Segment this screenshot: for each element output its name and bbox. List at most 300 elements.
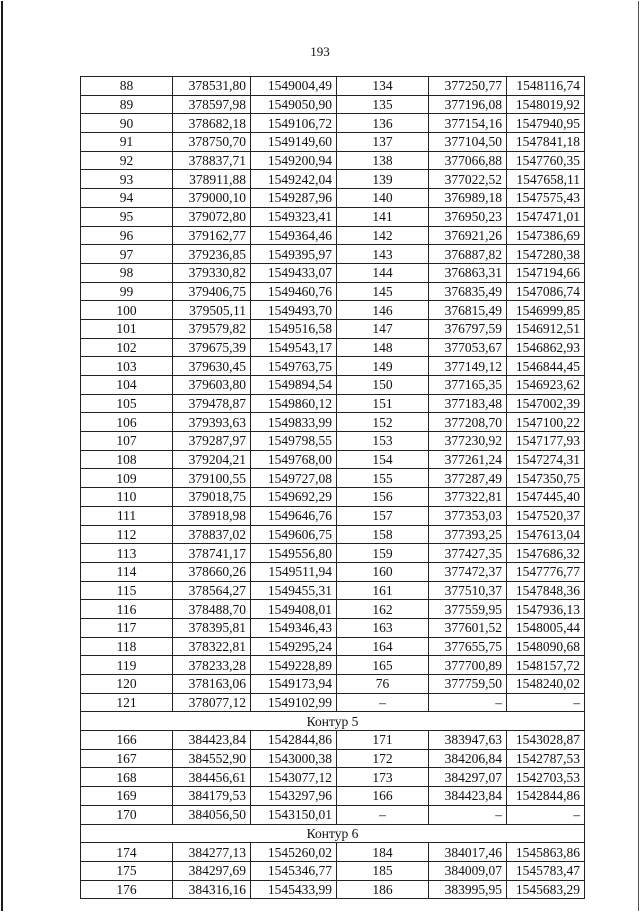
x-coordinate-cell: 384277,13: [173, 843, 251, 862]
table-row: [81, 263, 585, 282]
y-coordinate-cell: 1547940,95: [507, 114, 585, 133]
x-coordinate-cell: 377353,03: [429, 506, 507, 525]
y-coordinate-cell: 1549102,99: [251, 693, 337, 712]
table-row: [81, 843, 585, 862]
x-coordinate-cell: 378322,81: [173, 637, 251, 656]
coordinates-table: [80, 76, 585, 899]
point-number-cell: 169: [81, 787, 173, 806]
y-coordinate-cell: 1549050,90: [251, 95, 337, 114]
table-row: [81, 319, 585, 338]
y-coordinate-cell: 1549833,99: [251, 413, 337, 432]
point-number-cell: 112: [81, 525, 173, 544]
x-coordinate-cell: 378837,71: [173, 151, 251, 170]
y-coordinate-cell: 1546999,85: [507, 301, 585, 320]
y-coordinate-cell: 1548019,92: [507, 95, 585, 114]
table-row: [81, 693, 585, 712]
x-coordinate-cell: 383995,95: [429, 880, 507, 899]
y-coordinate-cell: 1547686,32: [507, 544, 585, 563]
x-coordinate-cell: 377700,89: [429, 656, 507, 675]
table-row: [81, 432, 585, 451]
y-coordinate-cell: 1549323,41: [251, 207, 337, 226]
y-coordinate-cell: 1549727,08: [251, 469, 337, 488]
x-coordinate-cell: 376887,82: [429, 245, 507, 264]
table-row: [81, 245, 585, 264]
y-coordinate-cell: 1547350,75: [507, 469, 585, 488]
y-coordinate-cell: 1549287,96: [251, 189, 337, 208]
point-number-cell: 134: [337, 77, 429, 96]
page-number: 193: [310, 44, 330, 59]
y-coordinate-cell: 1547280,38: [507, 245, 585, 264]
x-coordinate-cell: 376815,49: [429, 301, 507, 320]
y-coordinate-cell: 1547841,18: [507, 133, 585, 152]
x-coordinate-cell: 384316,16: [173, 880, 251, 899]
point-number-cell: –: [337, 805, 429, 824]
y-coordinate-cell: 1545863,86: [507, 843, 585, 862]
point-number-cell: 161: [337, 581, 429, 600]
point-number-cell: 156: [337, 488, 429, 507]
y-coordinate-cell: 1547936,13: [507, 600, 585, 619]
y-coordinate-cell: 1549433,07: [251, 263, 337, 282]
x-coordinate-cell: 379018,75: [173, 488, 251, 507]
point-number-cell: –: [337, 693, 429, 712]
x-coordinate-cell: 378395,81: [173, 618, 251, 637]
point-number-cell: 96: [81, 226, 173, 245]
table-row: [81, 768, 585, 787]
y-coordinate-cell: 1547386,69: [507, 226, 585, 245]
table-row: [81, 282, 585, 301]
section-title: Контур 5: [81, 712, 585, 731]
y-coordinate-cell: 1546912,51: [507, 319, 585, 338]
x-coordinate-cell: 377230,92: [429, 432, 507, 451]
point-number-cell: 120: [81, 675, 173, 694]
y-coordinate-cell: 1545433,99: [251, 880, 337, 899]
point-number-cell: 92: [81, 151, 173, 170]
point-number-cell: 148: [337, 338, 429, 357]
x-coordinate-cell: 379330,82: [173, 263, 251, 282]
point-number-cell: 172: [337, 749, 429, 768]
table-row: [81, 338, 585, 357]
point-number-cell: 165: [337, 656, 429, 675]
point-number-cell: 174: [81, 843, 173, 862]
x-coordinate-cell: 377208,70: [429, 413, 507, 432]
y-coordinate-cell: 1549364,46: [251, 226, 337, 245]
y-coordinate-cell: 1546844,45: [507, 357, 585, 376]
x-coordinate-cell: 378750,70: [173, 133, 251, 152]
point-number-cell: 99: [81, 282, 173, 301]
point-number-cell: 109: [81, 469, 173, 488]
table-row: [81, 95, 585, 114]
point-number-cell: 137: [337, 133, 429, 152]
y-coordinate-cell: 1542703,53: [507, 768, 585, 787]
table-row: [81, 600, 585, 619]
point-number-cell: 147: [337, 319, 429, 338]
table-row: [81, 525, 585, 544]
x-coordinate-cell: 378077,12: [173, 693, 251, 712]
x-coordinate-cell: 377066,88: [429, 151, 507, 170]
y-coordinate-cell: 1549556,80: [251, 544, 337, 563]
x-coordinate-cell: 377053,67: [429, 338, 507, 357]
y-coordinate-cell: 1549408,01: [251, 600, 337, 619]
x-coordinate-cell: 379406,75: [173, 282, 251, 301]
y-coordinate-cell: 1548090,68: [507, 637, 585, 656]
y-coordinate-cell: 1545783,47: [507, 861, 585, 880]
x-coordinate-cell: 378911,88: [173, 170, 251, 189]
point-number-cell: 141: [337, 207, 429, 226]
y-coordinate-cell: 1548240,02: [507, 675, 585, 694]
x-coordinate-cell: 377149,12: [429, 357, 507, 376]
y-coordinate-cell: 1547776,77: [507, 562, 585, 581]
y-coordinate-cell: 1549149,60: [251, 133, 337, 152]
x-coordinate-cell: –: [429, 805, 507, 824]
point-number-cell: 166: [337, 787, 429, 806]
point-number-cell: 138: [337, 151, 429, 170]
y-coordinate-cell: 1549798,55: [251, 432, 337, 451]
point-number-cell: 186: [337, 880, 429, 899]
x-coordinate-cell: 384017,46: [429, 843, 507, 862]
x-coordinate-cell: 383947,63: [429, 731, 507, 750]
point-number-cell: 105: [81, 394, 173, 413]
x-coordinate-cell: 377287,49: [429, 469, 507, 488]
point-number-cell: 117: [81, 618, 173, 637]
y-coordinate-cell: 1543150,01: [251, 805, 337, 824]
y-coordinate-cell: 1547194,66: [507, 263, 585, 282]
x-coordinate-cell: 377472,37: [429, 562, 507, 581]
y-coordinate-cell: 1547760,35: [507, 151, 585, 170]
y-coordinate-cell: 1547848,36: [507, 581, 585, 600]
point-number-cell: 184: [337, 843, 429, 862]
y-coordinate-cell: 1547100,22: [507, 413, 585, 432]
point-number-cell: 152: [337, 413, 429, 432]
x-coordinate-cell: 379100,55: [173, 469, 251, 488]
x-coordinate-cell: 377261,24: [429, 450, 507, 469]
x-coordinate-cell: 384009,07: [429, 861, 507, 880]
x-coordinate-cell: 379505,11: [173, 301, 251, 320]
y-coordinate-cell: 1546923,62: [507, 376, 585, 395]
x-coordinate-cell: 378682,18: [173, 114, 251, 133]
table-row: [81, 618, 585, 637]
table-row: [81, 226, 585, 245]
x-coordinate-cell: 377022,52: [429, 170, 507, 189]
y-coordinate-cell: 1548116,74: [507, 77, 585, 96]
point-number-cell: 135: [337, 95, 429, 114]
x-coordinate-cell: 377250,77: [429, 77, 507, 96]
x-coordinate-cell: 377196,08: [429, 95, 507, 114]
y-coordinate-cell: 1549692,29: [251, 488, 337, 507]
y-coordinate-cell: 1543000,38: [251, 749, 337, 768]
x-coordinate-cell: 378597,98: [173, 95, 251, 114]
y-coordinate-cell: 1549346,43: [251, 618, 337, 637]
x-coordinate-cell: –: [429, 693, 507, 712]
x-coordinate-cell: 376797,59: [429, 319, 507, 338]
y-coordinate-cell: –: [507, 693, 585, 712]
x-coordinate-cell: 376863,31: [429, 263, 507, 282]
x-coordinate-cell: 378163,06: [173, 675, 251, 694]
x-coordinate-cell: 384423,84: [429, 787, 507, 806]
table-row: [81, 656, 585, 675]
table-row: [81, 469, 585, 488]
x-coordinate-cell: 384423,84: [173, 731, 251, 750]
x-coordinate-cell: 378564,27: [173, 581, 251, 600]
x-coordinate-cell: 384179,53: [173, 787, 251, 806]
point-number-cell: 140: [337, 189, 429, 208]
x-coordinate-cell: 379072,80: [173, 207, 251, 226]
table-row: [81, 562, 585, 581]
y-coordinate-cell: 1549295,24: [251, 637, 337, 656]
point-number-cell: 97: [81, 245, 173, 264]
point-number-cell: 139: [337, 170, 429, 189]
y-coordinate-cell: 1549200,94: [251, 151, 337, 170]
y-coordinate-cell: 1549511,94: [251, 562, 337, 581]
point-number-cell: 95: [81, 207, 173, 226]
x-coordinate-cell: 378488,70: [173, 600, 251, 619]
y-coordinate-cell: 1549646,76: [251, 506, 337, 525]
point-number-cell: 171: [337, 731, 429, 750]
y-coordinate-cell: 1547445,40: [507, 488, 585, 507]
y-coordinate-cell: 1549004,49: [251, 77, 337, 96]
y-coordinate-cell: 1547471,01: [507, 207, 585, 226]
point-number-cell: 113: [81, 544, 173, 563]
table-row: [81, 637, 585, 656]
x-coordinate-cell: 384297,07: [429, 768, 507, 787]
point-number-cell: 136: [337, 114, 429, 133]
table-row: [81, 114, 585, 133]
y-coordinate-cell: 1547658,11: [507, 170, 585, 189]
table-row: [81, 77, 585, 96]
x-coordinate-cell: 384456,61: [173, 768, 251, 787]
point-number-cell: 144: [337, 263, 429, 282]
x-coordinate-cell: 379162,77: [173, 226, 251, 245]
point-number-cell: 154: [337, 450, 429, 469]
table-row: [81, 450, 585, 469]
table-row: [81, 413, 585, 432]
table-row: [81, 675, 585, 694]
x-coordinate-cell: 377183,48: [429, 394, 507, 413]
point-number-cell: 173: [337, 768, 429, 787]
point-number-cell: 76: [337, 675, 429, 694]
x-coordinate-cell: 379287,97: [173, 432, 251, 451]
y-coordinate-cell: 1545346,77: [251, 861, 337, 880]
point-number-cell: 118: [81, 637, 173, 656]
x-coordinate-cell: 377510,37: [429, 581, 507, 600]
x-coordinate-cell: 377322,81: [429, 488, 507, 507]
point-number-cell: 111: [81, 506, 173, 525]
x-coordinate-cell: 376950,23: [429, 207, 507, 226]
point-number-cell: 185: [337, 861, 429, 880]
point-number-cell: 114: [81, 562, 173, 581]
point-number-cell: 167: [81, 749, 173, 768]
table-row: [81, 787, 585, 806]
point-number-cell: 142: [337, 226, 429, 245]
x-coordinate-cell: 377104,50: [429, 133, 507, 152]
y-coordinate-cell: 1549106,72: [251, 114, 337, 133]
table-row: [81, 189, 585, 208]
table-row: [81, 488, 585, 507]
point-number-cell: 164: [337, 637, 429, 656]
x-coordinate-cell: 378233,28: [173, 656, 251, 675]
table-row: [81, 880, 585, 899]
y-coordinate-cell: 1543028,87: [507, 731, 585, 750]
table-row: [81, 861, 585, 880]
point-number-cell: 157: [337, 506, 429, 525]
table-row: [81, 170, 585, 189]
point-number-cell: 146: [337, 301, 429, 320]
y-coordinate-cell: –: [507, 805, 585, 824]
x-coordinate-cell: 377393,25: [429, 525, 507, 544]
y-coordinate-cell: 1549763,75: [251, 357, 337, 376]
y-coordinate-cell: 1549493,70: [251, 301, 337, 320]
x-coordinate-cell: 379204,21: [173, 450, 251, 469]
x-coordinate-cell: 377559,95: [429, 600, 507, 619]
section-header-row: [81, 712, 585, 731]
table-row: [81, 133, 585, 152]
x-coordinate-cell: 379603,80: [173, 376, 251, 395]
x-coordinate-cell: 379478,87: [173, 394, 251, 413]
point-number-cell: 162: [337, 600, 429, 619]
y-coordinate-cell: 1547613,04: [507, 525, 585, 544]
table-row: [81, 394, 585, 413]
table-row: [81, 207, 585, 226]
x-coordinate-cell: 376989,18: [429, 189, 507, 208]
y-coordinate-cell: 1548157,72: [507, 656, 585, 675]
y-coordinate-cell: 1549228,89: [251, 656, 337, 675]
x-coordinate-cell: 377601,52: [429, 618, 507, 637]
table-row: [81, 805, 585, 824]
x-coordinate-cell: 378660,26: [173, 562, 251, 581]
point-number-cell: 151: [337, 394, 429, 413]
point-number-cell: 101: [81, 319, 173, 338]
point-number-cell: 108: [81, 450, 173, 469]
point-number-cell: 163: [337, 618, 429, 637]
y-coordinate-cell: 1549516,58: [251, 319, 337, 338]
point-number-cell: 93: [81, 170, 173, 189]
table-row: [81, 357, 585, 376]
point-number-cell: 94: [81, 189, 173, 208]
x-coordinate-cell: 377165,35: [429, 376, 507, 395]
x-coordinate-cell: 379000,10: [173, 189, 251, 208]
point-number-cell: 145: [337, 282, 429, 301]
y-coordinate-cell: 1547086,74: [507, 282, 585, 301]
x-coordinate-cell: 376921,26: [429, 226, 507, 245]
coordinates-table-body: [81, 77, 585, 899]
point-number-cell: 160: [337, 562, 429, 581]
point-number-cell: 158: [337, 525, 429, 544]
table-row: [81, 749, 585, 768]
point-number-cell: 89: [81, 95, 173, 114]
point-number-cell: 100: [81, 301, 173, 320]
section-title: Контур 6: [81, 824, 585, 843]
point-number-cell: 103: [81, 357, 173, 376]
point-number-cell: 119: [81, 656, 173, 675]
point-number-cell: 88: [81, 77, 173, 96]
point-number-cell: 175: [81, 861, 173, 880]
x-coordinate-cell: 379393,63: [173, 413, 251, 432]
point-number-cell: 155: [337, 469, 429, 488]
section-header-row: [81, 824, 585, 843]
x-coordinate-cell: 379630,45: [173, 357, 251, 376]
point-number-cell: 104: [81, 376, 173, 395]
point-number-cell: 149: [337, 357, 429, 376]
y-coordinate-cell: 1549395,97: [251, 245, 337, 264]
y-coordinate-cell: 1549543,17: [251, 338, 337, 357]
table-row: [81, 376, 585, 395]
point-number-cell: 116: [81, 600, 173, 619]
y-coordinate-cell: 1542787,53: [507, 749, 585, 768]
y-coordinate-cell: 1547520,37: [507, 506, 585, 525]
y-coordinate-cell: 1549460,76: [251, 282, 337, 301]
x-coordinate-cell: 377655,75: [429, 637, 507, 656]
x-coordinate-cell: 384056,50: [173, 805, 251, 824]
x-coordinate-cell: 377759,50: [429, 675, 507, 694]
y-coordinate-cell: 1549173,94: [251, 675, 337, 694]
y-coordinate-cell: 1545683,29: [507, 880, 585, 899]
y-coordinate-cell: 1549894,54: [251, 376, 337, 395]
point-number-cell: 166: [81, 731, 173, 750]
point-number-cell: 159: [337, 544, 429, 563]
y-coordinate-cell: 1547274,31: [507, 450, 585, 469]
y-coordinate-cell: 1547575,43: [507, 189, 585, 208]
x-coordinate-cell: 384552,90: [173, 749, 251, 768]
point-number-cell: 90: [81, 114, 173, 133]
table-row: [81, 506, 585, 525]
x-coordinate-cell: 384297,69: [173, 861, 251, 880]
x-coordinate-cell: 379236,85: [173, 245, 251, 264]
point-number-cell: 106: [81, 413, 173, 432]
x-coordinate-cell: 379579,82: [173, 319, 251, 338]
x-coordinate-cell: 378837,02: [173, 525, 251, 544]
point-number-cell: 170: [81, 805, 173, 824]
point-number-cell: 168: [81, 768, 173, 787]
y-coordinate-cell: 1546862,93: [507, 338, 585, 357]
x-coordinate-cell: 384206,84: [429, 749, 507, 768]
y-coordinate-cell: 1549242,04: [251, 170, 337, 189]
y-coordinate-cell: 1547177,93: [507, 432, 585, 451]
x-coordinate-cell: 378741,17: [173, 544, 251, 563]
x-coordinate-cell: 376835,49: [429, 282, 507, 301]
y-coordinate-cell: 1547002,39: [507, 394, 585, 413]
y-coordinate-cell: 1549768,00: [251, 450, 337, 469]
y-coordinate-cell: 1543077,12: [251, 768, 337, 787]
point-number-cell: 110: [81, 488, 173, 507]
y-coordinate-cell: 1549860,12: [251, 394, 337, 413]
point-number-cell: 102: [81, 338, 173, 357]
y-coordinate-cell: 1545260,02: [251, 843, 337, 862]
y-coordinate-cell: 1543297,96: [251, 787, 337, 806]
point-number-cell: 121: [81, 693, 173, 712]
point-number-cell: 150: [337, 376, 429, 395]
table-row: [81, 151, 585, 170]
y-coordinate-cell: 1542844,86: [507, 787, 585, 806]
point-number-cell: 107: [81, 432, 173, 451]
y-coordinate-cell: 1549606,75: [251, 525, 337, 544]
y-coordinate-cell: 1548005,44: [507, 618, 585, 637]
x-coordinate-cell: 378918,98: [173, 506, 251, 525]
point-number-cell: 143: [337, 245, 429, 264]
x-coordinate-cell: 378531,80: [173, 77, 251, 96]
y-coordinate-cell: 1542844,86: [251, 731, 337, 750]
table-row: [81, 301, 585, 320]
x-coordinate-cell: 377154,16: [429, 114, 507, 133]
point-number-cell: 176: [81, 880, 173, 899]
table-row: [81, 544, 585, 563]
point-number-cell: 98: [81, 263, 173, 282]
point-number-cell: 115: [81, 581, 173, 600]
point-number-cell: 91: [81, 133, 173, 152]
table-row: [81, 581, 585, 600]
x-coordinate-cell: 377427,35: [429, 544, 507, 563]
table-row: [81, 731, 585, 750]
y-coordinate-cell: 1549455,31: [251, 581, 337, 600]
point-number-cell: 153: [337, 432, 429, 451]
